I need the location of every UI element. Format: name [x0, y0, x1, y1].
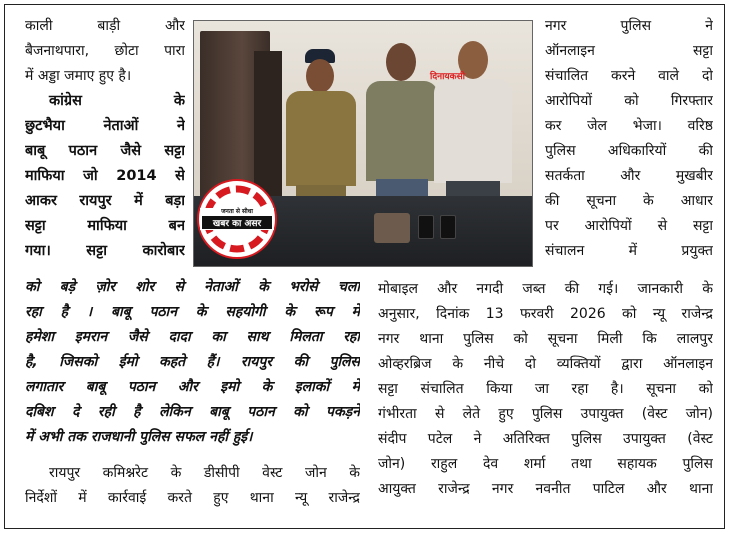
text-line: संदीप पटेल ने अतिरिक्त पुलिस उपायुक्त (वेस्ट [378, 431, 713, 447]
text-line: संचालन में प्रयुक्त [545, 243, 713, 259]
text-line: कांग्रेस के [49, 93, 185, 109]
text-line: की सूचना के आधार [545, 193, 713, 209]
text-line: गया। सट्टा कारोबार [25, 243, 185, 259]
text-line: को बड़े ज़ोर शोर से नेताओं के भरोसे चला [25, 279, 360, 295]
text-line: सट्टा माफिया बन [25, 218, 185, 234]
text-line: लगातार बाबू पठान और इमो के इलाकों में [25, 379, 360, 395]
text-line: ऑनलाइन सट्टा [545, 43, 713, 59]
text-line: बैजनाथपारा, छोटा पारा [25, 43, 185, 59]
text-line: पुलिस अधिकारियों की [545, 143, 713, 159]
seized-phone [418, 215, 434, 239]
highlight-left-column [25, 89, 185, 264]
text-line: जोन) राहुल देव शर्मा तथा सहायक पुलिस [378, 456, 713, 472]
left-column-bottom [25, 461, 360, 511]
accused-two-torso [434, 79, 512, 183]
text-line: है, जिसको ईमो कहते हैं। रायपुर की पुलिस [25, 354, 360, 370]
text-line: रहा है । बाबू पठान के सहयोगी के रूप में [25, 304, 360, 320]
seized-cash [374, 213, 410, 243]
policeman-head [306, 59, 334, 93]
right-column-top [545, 14, 713, 264]
text-line: आरोपियों को गिरफ्तार [545, 93, 713, 109]
text-line: छुटभैया नेताओं ने [25, 118, 185, 134]
photo-watermark: दिनायकसी [430, 72, 465, 82]
left-column-top [25, 14, 185, 89]
text-line: सतर्कता और मुखबीर [545, 168, 713, 184]
text-line: आयुक्त राजेन्द्र नगर नवनीत पाटिल और थाना [378, 481, 713, 497]
logo-main-text: खबर का असर [212, 219, 262, 229]
text-line: अनुसार, दिनांक 13 फरवरी 2026 को न्यू राजेन्द्र [378, 306, 713, 322]
text-line: संचालित करने वाले दो [545, 68, 713, 84]
text-line: बाबू पठान जैसे सट्टा [25, 143, 185, 159]
text-line: रायपुर कमिश्नरेट के डीसीपी वेस्ट जोन के [49, 465, 360, 481]
text-line: पर आरोपियों से सट्टा [545, 218, 713, 234]
logo-small-text: जनता से सीधा [221, 208, 253, 215]
highlight-wide-column [25, 275, 360, 450]
text-line: कर जेल भेजा। वरिष्ठ [545, 118, 713, 134]
seized-phone [440, 215, 456, 239]
text-line: सट्टा संचालित किया जा रहा है। सूचना को [378, 381, 713, 397]
right-column-bottom [378, 277, 713, 502]
text-line: काली बाड़ी और [25, 18, 185, 34]
text-line: आकर रायपुर में बड़ा [25, 193, 185, 209]
accused-one-torso [366, 81, 438, 181]
logo-graphic [196, 178, 278, 260]
text-line: में अभी तक राजधानी पुलिस सफल नहीं हुई। [25, 429, 253, 445]
text-line: नगर थाना पुलिस को सूचना मिली कि लालपुर [378, 331, 713, 347]
accused-one-head [386, 43, 416, 81]
text-line: दबिश दे रही है लेकिन बाबू पठान को पकड़ने [25, 404, 360, 420]
khabar-ka-asar-logo [196, 178, 278, 260]
text-line: निर्देशों में कार्रवाई करते हुए थाना न्यू राजेन्द्र [25, 490, 360, 506]
text-line: में अड्डा जमाए हुए है। [25, 68, 132, 84]
text-line: हमेशा इमरान जैसे दादा का साथ मिलता रहा [25, 329, 360, 345]
text-line: गंभीरता से लेते हुए पुलिस उपायुक्त (वेस्ट जोन) [378, 406, 713, 422]
text-line: माफिया जो 2014 से [25, 168, 185, 184]
policeman-torso [286, 91, 356, 186]
text-line: मोबाइल और नगदी जब्त की गई। जानकारी के [378, 281, 713, 297]
text-line: नगर पुलिस ने [545, 18, 713, 34]
text-line: ओव्हरब्रिज के नीचे दो व्यक्तियों द्वारा ऑनलाइन [378, 356, 713, 372]
